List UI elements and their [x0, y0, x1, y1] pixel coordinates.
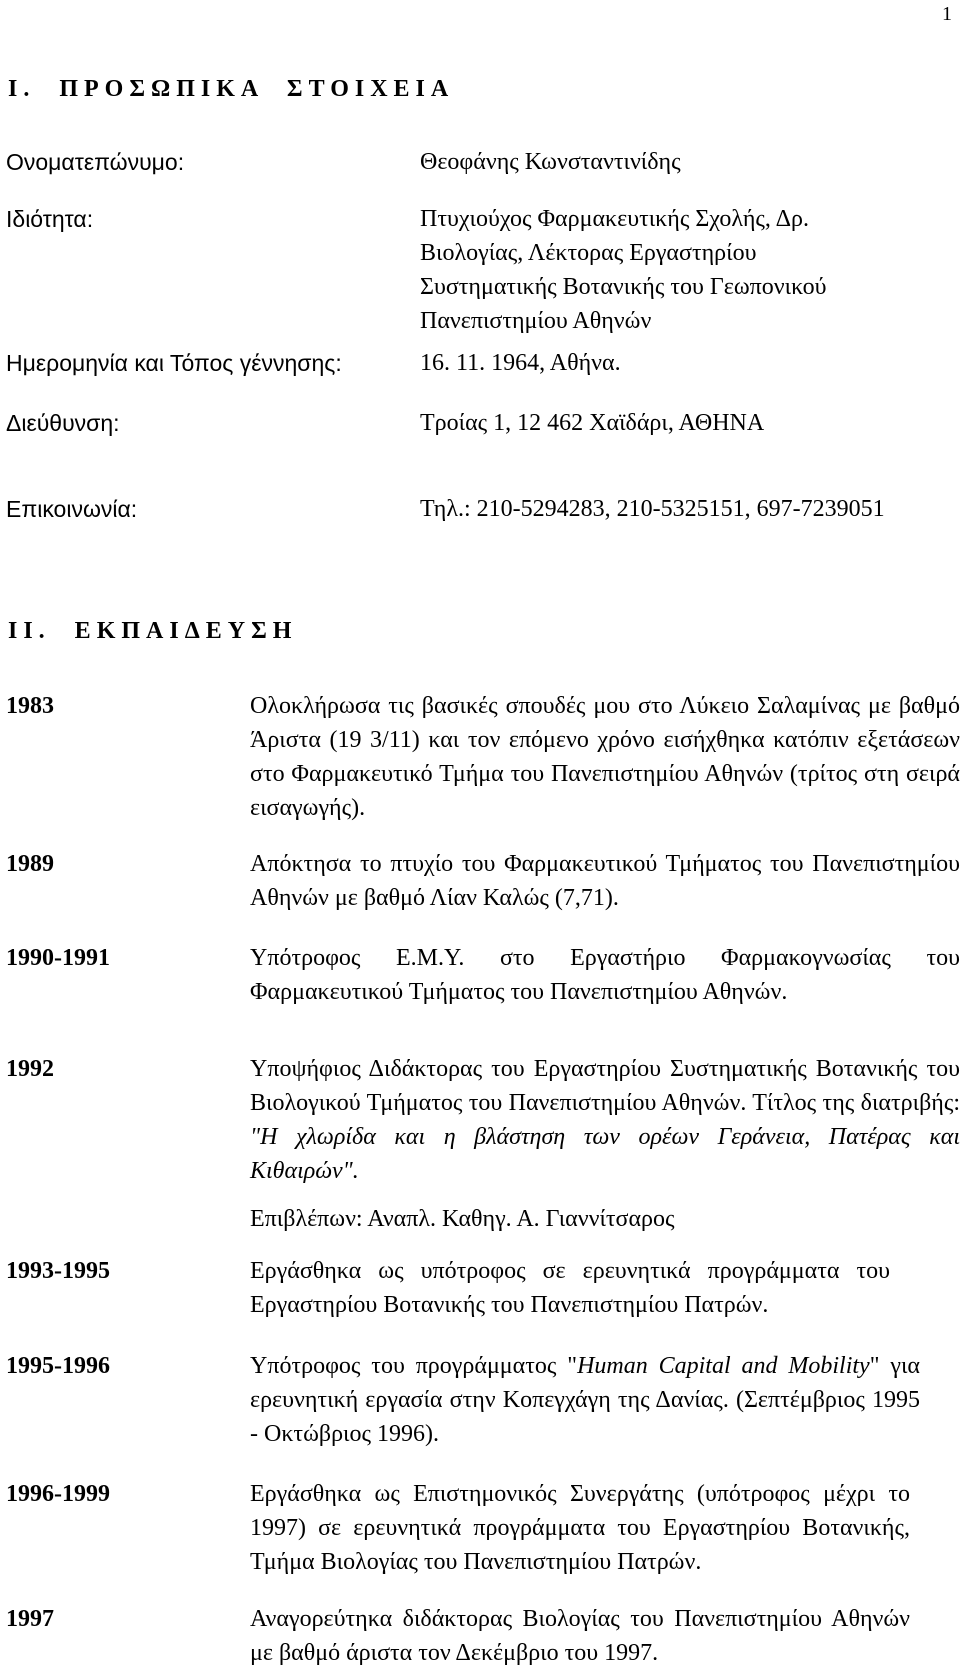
education-text: Αναγορεύτηκα διδάκτορας Βιολογίας του Πανεπιστημίου Αθηνών με βαθμό άριστα τον Δεκέμβριο του 1997. [250, 1606, 910, 1666]
education-text-before: Υπότροφος του προγράμματος " [250, 1353, 578, 1379]
name-value: Θεοφάνης Κωνσταντινίδης [420, 149, 681, 175]
education-text: Εργάσθηκα ως υπότροφος σε ερευνητικά προγράμματα του Εργαστηρίου Βοτανικής του Πανεπιστημίου Πατρών. [250, 1258, 890, 1318]
education-text: Απόκτησα το πτυχίο του Φαρμακευτικού Τμήματος του Πανεπιστημίου Αθηνών με βαθμό Λίαν Καλώς (7,71). [250, 851, 960, 911]
page-number: 1 [942, 3, 952, 25]
education-year: 1992 [6, 1056, 54, 1082]
section-heading-education: ΙΙ. ΕΚΠΑΙΔΕΥΣΗ [8, 618, 298, 644]
education-year: 1983 [6, 693, 54, 719]
address-value: Τροίας 1, 12 462 Χαϊδάρι, ΑΘΗΝΑ [420, 410, 765, 436]
birth-label: Ημερομηνία και Τόπος γέννησης: [6, 350, 342, 376]
contact-label: Επικοινωνία: [6, 496, 138, 522]
education-text: Ολοκλήρωσα τις βασικές σπουδές μου στο Λύκειο Σαλαμίνας με βαθμό Άριστα (19 3/11) και τον επόμενο χρόνο εισήχθηκα κατόπιν εξετάσεων στο Φαρμακευτικό Τμήμα του Πανεπιστημίου Αθηνών (τρίτος στη σειρά εισαγωγής). [250, 693, 960, 821]
education-year: 1995-1996 [6, 1353, 110, 1379]
birth-value: 16. 11. 1964, Αθήνα. [420, 350, 621, 376]
education-year: 1989 [6, 851, 54, 877]
education-year: 1996-1999 [6, 1481, 110, 1507]
contact-value: Τηλ.: 210-5294283, 210-5325151, 697-7239051 [420, 496, 885, 522]
education-year: 1990-1991 [6, 945, 110, 971]
title-label: Ιδιότητα: [6, 206, 94, 232]
section-heading-personal: Ι. ΠΡΟΣΩΠΙΚΑ ΣΤΟΙΧΕΙΑ [8, 76, 455, 102]
thesis-supervisor: Επιβλέπων: Αναπλ. Καθηγ. Α. Γιαννίτσαρος [250, 1206, 675, 1232]
education-text: Υποψήφιος Διδάκτορας του Εργαστηρίου Συστηματικής Βοτανικής του Βιολογικού Τμήματος του Πανεπιστημίου Αθηνών. Τίτλος της διατριβής: [250, 1056, 960, 1116]
education-year: 1997 [6, 1606, 54, 1632]
education-text: Υπότροφος Ε.Μ.Υ. στο Εργαστήριο Φαρμακογνωσίας του Φαρμακευτικού Τμήματος του Πανεπιστημίου Αθηνών. [250, 945, 960, 1005]
education-text-after: " για ερευνητική εργασία στην Κοπεγχάγη της Δανίας. (Σεπτέμβριος 1995 - Οκτώβριος 1996). [250, 1353, 920, 1447]
name-label: Ονοματεπώνυμο: [6, 149, 185, 175]
title-value: Πτυχιούχος Φαρμακευτικής Σχολής, Δρ. Βιολογίας, Λέκτορας Εργαστηρίου Συστηματικής Βοτανικής του Γεωπονικού Πανεπιστημίου Αθηνών [420, 206, 827, 334]
thesis-title: "Η χλωρίδα και η βλάστηση των ορέων Γεράνεια, Πατέρας και Κιθαιρών". [250, 1124, 960, 1184]
education-text: Εργάσθηκα ως Επιστημονικός Συνεργάτης (υπότροφος μέχρι το 1997) σε ερευνητικά προγράμματα του Εργαστηρίου Βοτανικής, Τμήμα Βιολογίας του Πανεπιστημίου Πατρών. [250, 1481, 910, 1575]
address-label: Διεύθυνση: [6, 410, 120, 436]
education-year: 1993-1995 [6, 1258, 110, 1284]
program-name: Human Capital and Mobility [577, 1353, 870, 1379]
